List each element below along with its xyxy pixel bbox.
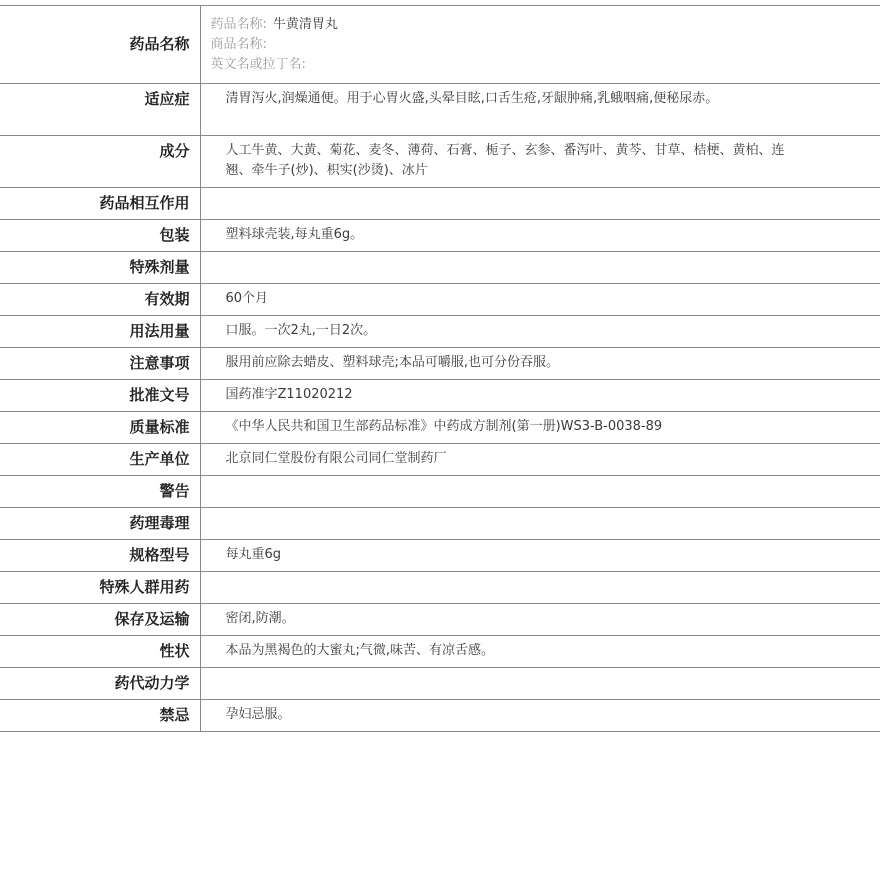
packaging-row bbox=[0, 220, 880, 252]
field-value: 《中华人民共和国卫生部药品标准》中药成方制剂(第一册)WS3-B-0038-89 bbox=[225, 419, 663, 434]
field-label: 保存及运输 bbox=[114, 610, 190, 628]
generic-name-line bbox=[211, 15, 880, 35]
field-value: 每丸重6g bbox=[225, 547, 282, 562]
english-name-line bbox=[211, 55, 880, 75]
pharmacokinetics-row bbox=[0, 668, 880, 700]
special-population-row bbox=[0, 572, 880, 604]
trade-name-line bbox=[211, 35, 880, 55]
field-label: 警告 bbox=[159, 482, 190, 500]
field-label: 药代动力学 bbox=[114, 674, 190, 692]
drug-name-row bbox=[0, 6, 880, 84]
field-value: 塑料球壳装,每丸重6g。 bbox=[225, 227, 364, 242]
field-value: 国药准字Z11020212 bbox=[225, 387, 353, 402]
field-value: 人工牛黄、大黄、菊花、麦冬、薄荷、石膏、栀子、玄参、番泻叶、黄芩、甘草、桔梗、黄柏、连翘、牵牛子(炒)、枳实(沙烫)、冰片 bbox=[225, 143, 785, 178]
field-value: 孕妇忌服。 bbox=[225, 707, 291, 722]
drug-name-label-cell bbox=[0, 6, 200, 84]
pharmacology-row bbox=[0, 508, 880, 540]
field-value: 北京同仁堂股份有限公司同仁堂制药厂 bbox=[225, 451, 447, 466]
drug-info-table bbox=[0, 5, 880, 732]
manufacturer-row bbox=[0, 444, 880, 476]
special-dosage-row bbox=[0, 252, 880, 284]
field-value: 服用前应除去蜡皮、塑料球壳;本品可嚼服,也可分份吞服。 bbox=[225, 355, 560, 370]
field-value: 清胃泻火,润燥通便。用于心胃火盛,头晕目眩,口舌生疮,牙龈肿痛,乳蛾咽痛,便秘尿赤。 bbox=[225, 91, 719, 106]
shelf-life-row bbox=[0, 284, 880, 316]
quality-standard-row bbox=[0, 412, 880, 444]
field-label: 用法用量 bbox=[129, 322, 190, 340]
field-label: 包装 bbox=[159, 226, 190, 244]
ingredients-row bbox=[0, 136, 880, 188]
drug-interactions-row bbox=[0, 188, 880, 220]
precautions-row bbox=[0, 348, 880, 380]
generic-name-label: 药品名称: bbox=[210, 17, 267, 32]
field-label: 性状 bbox=[159, 642, 190, 660]
field-label: 药品名称 bbox=[129, 35, 190, 53]
field-label: 规格型号 bbox=[129, 546, 190, 564]
field-value: 口服。一次2丸,一日2次。 bbox=[225, 323, 377, 338]
field-label: 批准文号 bbox=[129, 386, 190, 404]
field-label: 有效期 bbox=[144, 290, 190, 308]
approval-number-row bbox=[0, 380, 880, 412]
field-label: 特殊人群用药 bbox=[99, 578, 190, 596]
specification-row bbox=[0, 540, 880, 572]
field-label: 注意事项 bbox=[129, 354, 190, 372]
field-label: 质量标准 bbox=[129, 418, 190, 436]
indications-row bbox=[0, 84, 880, 136]
trade-name-label: 商品名称: bbox=[210, 37, 267, 52]
dosage-row bbox=[0, 316, 880, 348]
field-label: 成分 bbox=[159, 142, 190, 160]
field-label: 适应症 bbox=[144, 90, 190, 108]
field-label: 药理毒理 bbox=[129, 514, 190, 532]
field-value: 60个月 bbox=[225, 291, 269, 306]
storage-row bbox=[0, 604, 880, 636]
field-label: 生产单位 bbox=[129, 450, 190, 468]
contraindications-row bbox=[0, 700, 880, 732]
field-label: 药品相互作用 bbox=[99, 194, 190, 212]
english-name-label: 英文名或拉丁名: bbox=[210, 57, 306, 72]
warning-row bbox=[0, 476, 880, 508]
generic-name-value: 牛黄清胃丸 bbox=[272, 17, 338, 32]
field-label: 禁忌 bbox=[159, 706, 190, 724]
description-row bbox=[0, 636, 880, 668]
field-label: 特殊剂量 bbox=[129, 258, 190, 276]
field-value: 密闭,防潮。 bbox=[225, 611, 295, 626]
field-value: 本品为黑褐色的大蜜丸;气微,味苦、有凉舌感。 bbox=[225, 643, 495, 658]
drug-name-value-cell bbox=[200, 6, 880, 84]
